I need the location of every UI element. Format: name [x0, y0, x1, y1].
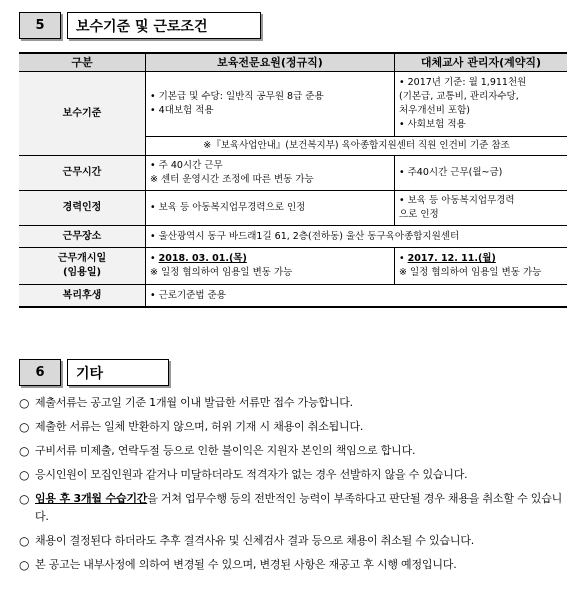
section-5-header: [19, 12, 261, 39]
welfare-value: • 근로기준법 준용: [146, 285, 568, 308]
start-regular: [146, 248, 395, 285]
pay-contract-line: (기본급, 교통비, 관리자수당,: [399, 91, 519, 102]
note-text: 제출서류는 공고일 기준 1개월 이내 발급한 서류만 접수 가능합니다.: [35, 396, 353, 409]
row-start: [19, 248, 567, 285]
label-pay: 보수기준: [19, 72, 146, 156]
header-contract: 대체교사 관리자(계약직): [395, 53, 568, 72]
note-text: 구비서류 미제출, 연락두절 등으로 인한 불이익은 지원자 본인의 책임으로 합니다.: [35, 444, 416, 457]
label-start-line1: 근무개시일: [57, 253, 107, 264]
pay-contract-line: • 사회보험 적용: [399, 119, 466, 130]
list-item: [19, 442, 571, 460]
career-contract-line: • 보육 등 아동복지업무경력: [399, 195, 515, 206]
label-hours: 근무시간: [19, 156, 146, 191]
career-contract-line: 으로 인정: [399, 209, 439, 220]
start-contract-date-line: • 2017. 12. 11.(월): [399, 253, 496, 264]
label-start-line2: (임용일): [62, 267, 102, 278]
bullet-circle-icon: ○: [19, 558, 30, 572]
start-regular-date-line: • 2018. 03. 01.(목): [150, 253, 247, 264]
notes-list: [19, 394, 571, 580]
place-value: • 울산광역시 동구 바드래1길 61, 2층(전하동) 울산 동구육아종합지원센터: [146, 226, 568, 248]
pay-regular: [146, 72, 395, 137]
list-item: [19, 466, 571, 484]
row-hours: [19, 156, 567, 191]
start-regular-date: 2018. 03. 01.(목): [158, 253, 247, 264]
section-5-title: 보수기준 및 근로조건: [67, 12, 261, 39]
section-6-number: 6: [19, 359, 61, 386]
pay-contract-line: 처우개선비 포함): [399, 105, 470, 116]
pay-contract: [395, 72, 568, 137]
row-welfare: [19, 285, 567, 308]
list-item: [19, 394, 571, 412]
section-6-title: 기타: [67, 359, 169, 386]
note-text: 본 공고는 내부사정에 의하여 변경될 수 있으며, 변경된 사항은 재공고 후 시행 예정입니다.: [35, 558, 457, 571]
start-contract: [395, 248, 568, 285]
start-regular-note: ※ 일정 협의하여 임용일 변동 가능: [150, 267, 293, 278]
pay-contract-line: • 2017년 기준: 월 1,911천원: [399, 77, 527, 88]
bullet-circle-icon: ○: [19, 468, 30, 482]
bullet-circle-icon: ○: [19, 444, 30, 458]
row-pay: [19, 72, 567, 137]
bullet-circle-icon: ○: [19, 396, 30, 410]
header-category: 구분: [19, 53, 146, 72]
section-6-header: [19, 359, 169, 386]
career-contract: [395, 191, 568, 226]
start-contract-date: 2017. 12. 11.(월): [407, 253, 496, 264]
header-regular: 보육전문요원(정규직): [146, 53, 395, 72]
hours-regular-line: ※ 센터 운영시간 조정에 따른 변동 가능: [150, 174, 314, 185]
section-5-number: 5: [19, 12, 61, 39]
label-career: 경력인정: [19, 191, 146, 226]
hours-regular: [146, 156, 395, 191]
row-place: [19, 226, 567, 248]
table-header-row: [19, 53, 567, 72]
career-regular: • 보육 등 아동복지업무경력으로 인정: [146, 191, 395, 226]
list-item: [19, 532, 571, 550]
bullet-circle-icon: ○: [19, 534, 30, 548]
pay-regular-line: • 4대보험 적용: [150, 105, 214, 116]
note-text: 채용이 결정된다 하더라도 추후 결격사유 및 신체검사 결과 등으로 채용이 취소될 수 있습니다.: [35, 534, 475, 547]
label-welfare: 복리후생: [19, 285, 146, 308]
note-text: 제출한 서류는 일체 반환하지 않으며, 허위 기재 시 채용이 취소됩니다.: [35, 420, 364, 433]
hours-regular-line: • 주 40시간 근무: [150, 160, 223, 171]
hours-contract: • 주40시간 근무(월~금): [395, 156, 568, 191]
row-career: [19, 191, 567, 226]
label-start: [19, 248, 146, 285]
bullet-circle-icon: ○: [19, 420, 30, 434]
bullet-circle-icon: ○: [19, 492, 30, 506]
label-place: 근무장소: [19, 226, 146, 248]
pay-note: ※『보육사업안내』(보건복지부) 육아종합지원센터 직원 인건비 기준 참조: [146, 137, 568, 156]
probation-rest: 을 거쳐 업무수행 등의 전반적인 능력이 부족하다고 판단될 경우 채용을 취소할 수 있습니다.: [35, 492, 563, 523]
start-contract-note: ※ 일정 협의하여 임용일 변동 가능: [399, 267, 542, 278]
note-text: 응시인원이 모집인원과 같거나 미달하더라도 적격자가 없는 경우 선발하지 않을 수 있습니다.: [35, 468, 468, 481]
probation-emphasis: 임용 후 3개월 수습기간: [35, 492, 148, 505]
conditions-table: [19, 52, 567, 308]
list-item: [19, 418, 571, 436]
pay-regular-line: • 기본급 및 수당: 일반직 공무원 8급 준용: [150, 91, 324, 102]
note-text-probation: [35, 490, 571, 526]
list-item: [19, 490, 571, 526]
list-item: [19, 556, 571, 574]
